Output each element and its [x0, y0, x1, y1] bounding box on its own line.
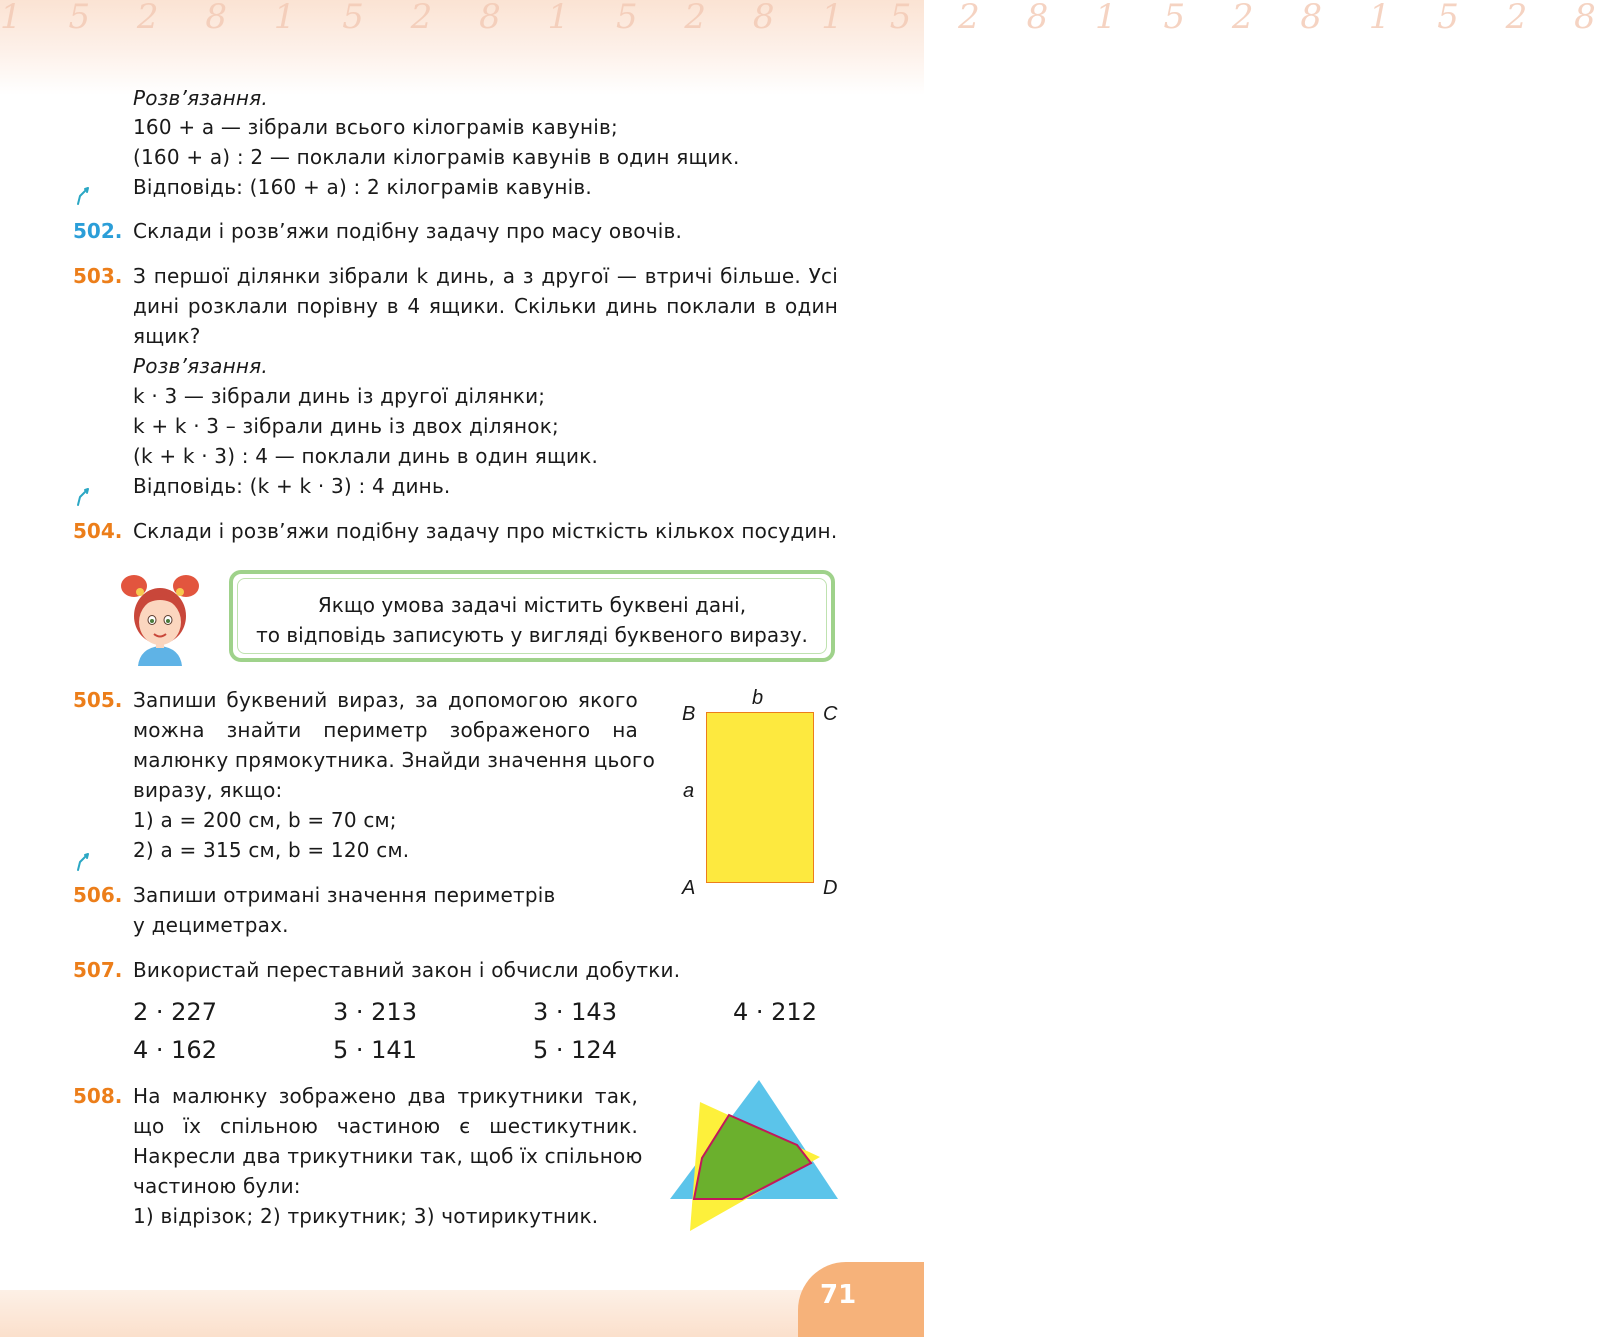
task-text-505-line: 1) a = 200 см, b = 70 см; [133, 808, 397, 832]
task-number-508: 508. [73, 1084, 123, 1108]
product-expression: 3 · 143 [533, 998, 617, 1026]
triangles-figure [668, 1076, 840, 1232]
solution-label: Розв’язання. [133, 86, 268, 110]
task-text-506-line: у дециметрах. [133, 913, 289, 937]
vertex-label-D: D [823, 877, 838, 899]
product-expression: 2 · 227 [133, 998, 217, 1026]
rule-box [229, 570, 835, 662]
task-number-506: 506. [73, 883, 123, 907]
side-label-b: b [752, 687, 764, 709]
task-text-508-line: частиною були: [133, 1174, 301, 1198]
pencil-icon [76, 487, 90, 507]
task-text-504: Склади і розв’яжи подібну задачу про місткість кількох посудин. [133, 519, 838, 543]
task-text-502: Склади і розв’яжи подібну задачу про масу овочів. [133, 219, 683, 243]
task-text-505-line: виразу, якщо: [133, 778, 283, 802]
product-expression: 4 · 162 [133, 1036, 217, 1064]
solution-line: k + k · 3 – зібрали динь із двох ділянок; [133, 414, 559, 438]
solution-line: 160 + a — зібрали всього кілограмів кавунів; [133, 115, 618, 139]
product-expression: 3 · 213 [333, 998, 417, 1026]
product-expression: 5 · 141 [333, 1036, 417, 1064]
task-text-503-line: дині розклали порівну в 4 ящики. Скільки динь поклали в один [133, 294, 838, 318]
task-text-508-line: що їх спільною частиною є шестикутник. [133, 1114, 638, 1138]
task-text-505-line: малюнку прямокутника. Знайди значення цього [133, 748, 656, 772]
page-number-tab [798, 1262, 924, 1337]
pencil-icon [76, 852, 90, 872]
task-number-505: 505. [73, 688, 123, 712]
task-text-508-line: 1) відрізок; 2) трикутник; 3) чотирикутник. [133, 1204, 599, 1228]
solution-line: (160 + a) : 2 — поклали кілограмів кавунів в один ящик. [133, 145, 740, 169]
vertex-label-C: C [823, 703, 838, 725]
decorative-digits: 1 5 2 8 1 5 2 8 1 5 2 8 1 5 2 8 1 5 2 8 1 5 2 8 [0, 0, 1614, 37]
product-expression: 4 · 212 [733, 998, 817, 1026]
vertex-label-B: B [682, 703, 696, 725]
task-text-506-line: Запиши отримані значення периметрів [133, 883, 556, 907]
task-text-507: Використай переставний закон і обчисли добутки. [133, 958, 681, 982]
task-text-503-line: З першої ділянки зібрали k динь, а з другої — втричі більше. Усі [133, 264, 838, 288]
side-label-a: a [683, 780, 695, 802]
task-number-504: 504. [73, 519, 123, 543]
rule-line: Якщо умова задачі містить буквені дані, [317, 593, 747, 617]
rule-line: то відповідь записують у вигляді буквеного виразу. [256, 623, 808, 647]
task-number-507: 507. [73, 958, 123, 982]
task-number-502: 502. [73, 219, 123, 243]
girl-illustration [118, 570, 202, 666]
header-decoration [0, 0, 1614, 95]
rectangle-figure [706, 712, 814, 883]
solution-line: (k + k · 3) : 4 — поклали динь в один ящик. [133, 444, 599, 468]
pencil-icon [76, 186, 90, 206]
solution-label: Розв’язання. [133, 354, 268, 378]
task-text-505-line: 2) a = 315 см, b = 120 см. [133, 838, 410, 862]
page-number: 71 [820, 1280, 857, 1310]
task-text-508-line: На малюнку зображено два трикутники так, [133, 1084, 638, 1108]
task-number-503: 503. [73, 264, 123, 288]
solution-line: k · 3 — зібрали динь із другої ділянки; [133, 384, 546, 408]
vertex-label-A: A [682, 877, 696, 899]
product-expression: 5 · 124 [533, 1036, 617, 1064]
footer-decoration [0, 1290, 924, 1337]
task-text-505-line: Запиши буквений вираз, за допомогою якого [133, 688, 638, 712]
task-text-508-line: Накресли два трикутники так, щоб їх спільною [133, 1144, 643, 1168]
task-text-503-line: ящик? [133, 324, 201, 348]
answer-line: Відповідь: (160 + a) : 2 кілограмів кавунів. [133, 175, 592, 199]
task-text-505-line: можна знайти периметр зображеного на [133, 718, 638, 742]
answer-line: Відповідь: (k + k · 3) : 4 динь. [133, 474, 451, 498]
